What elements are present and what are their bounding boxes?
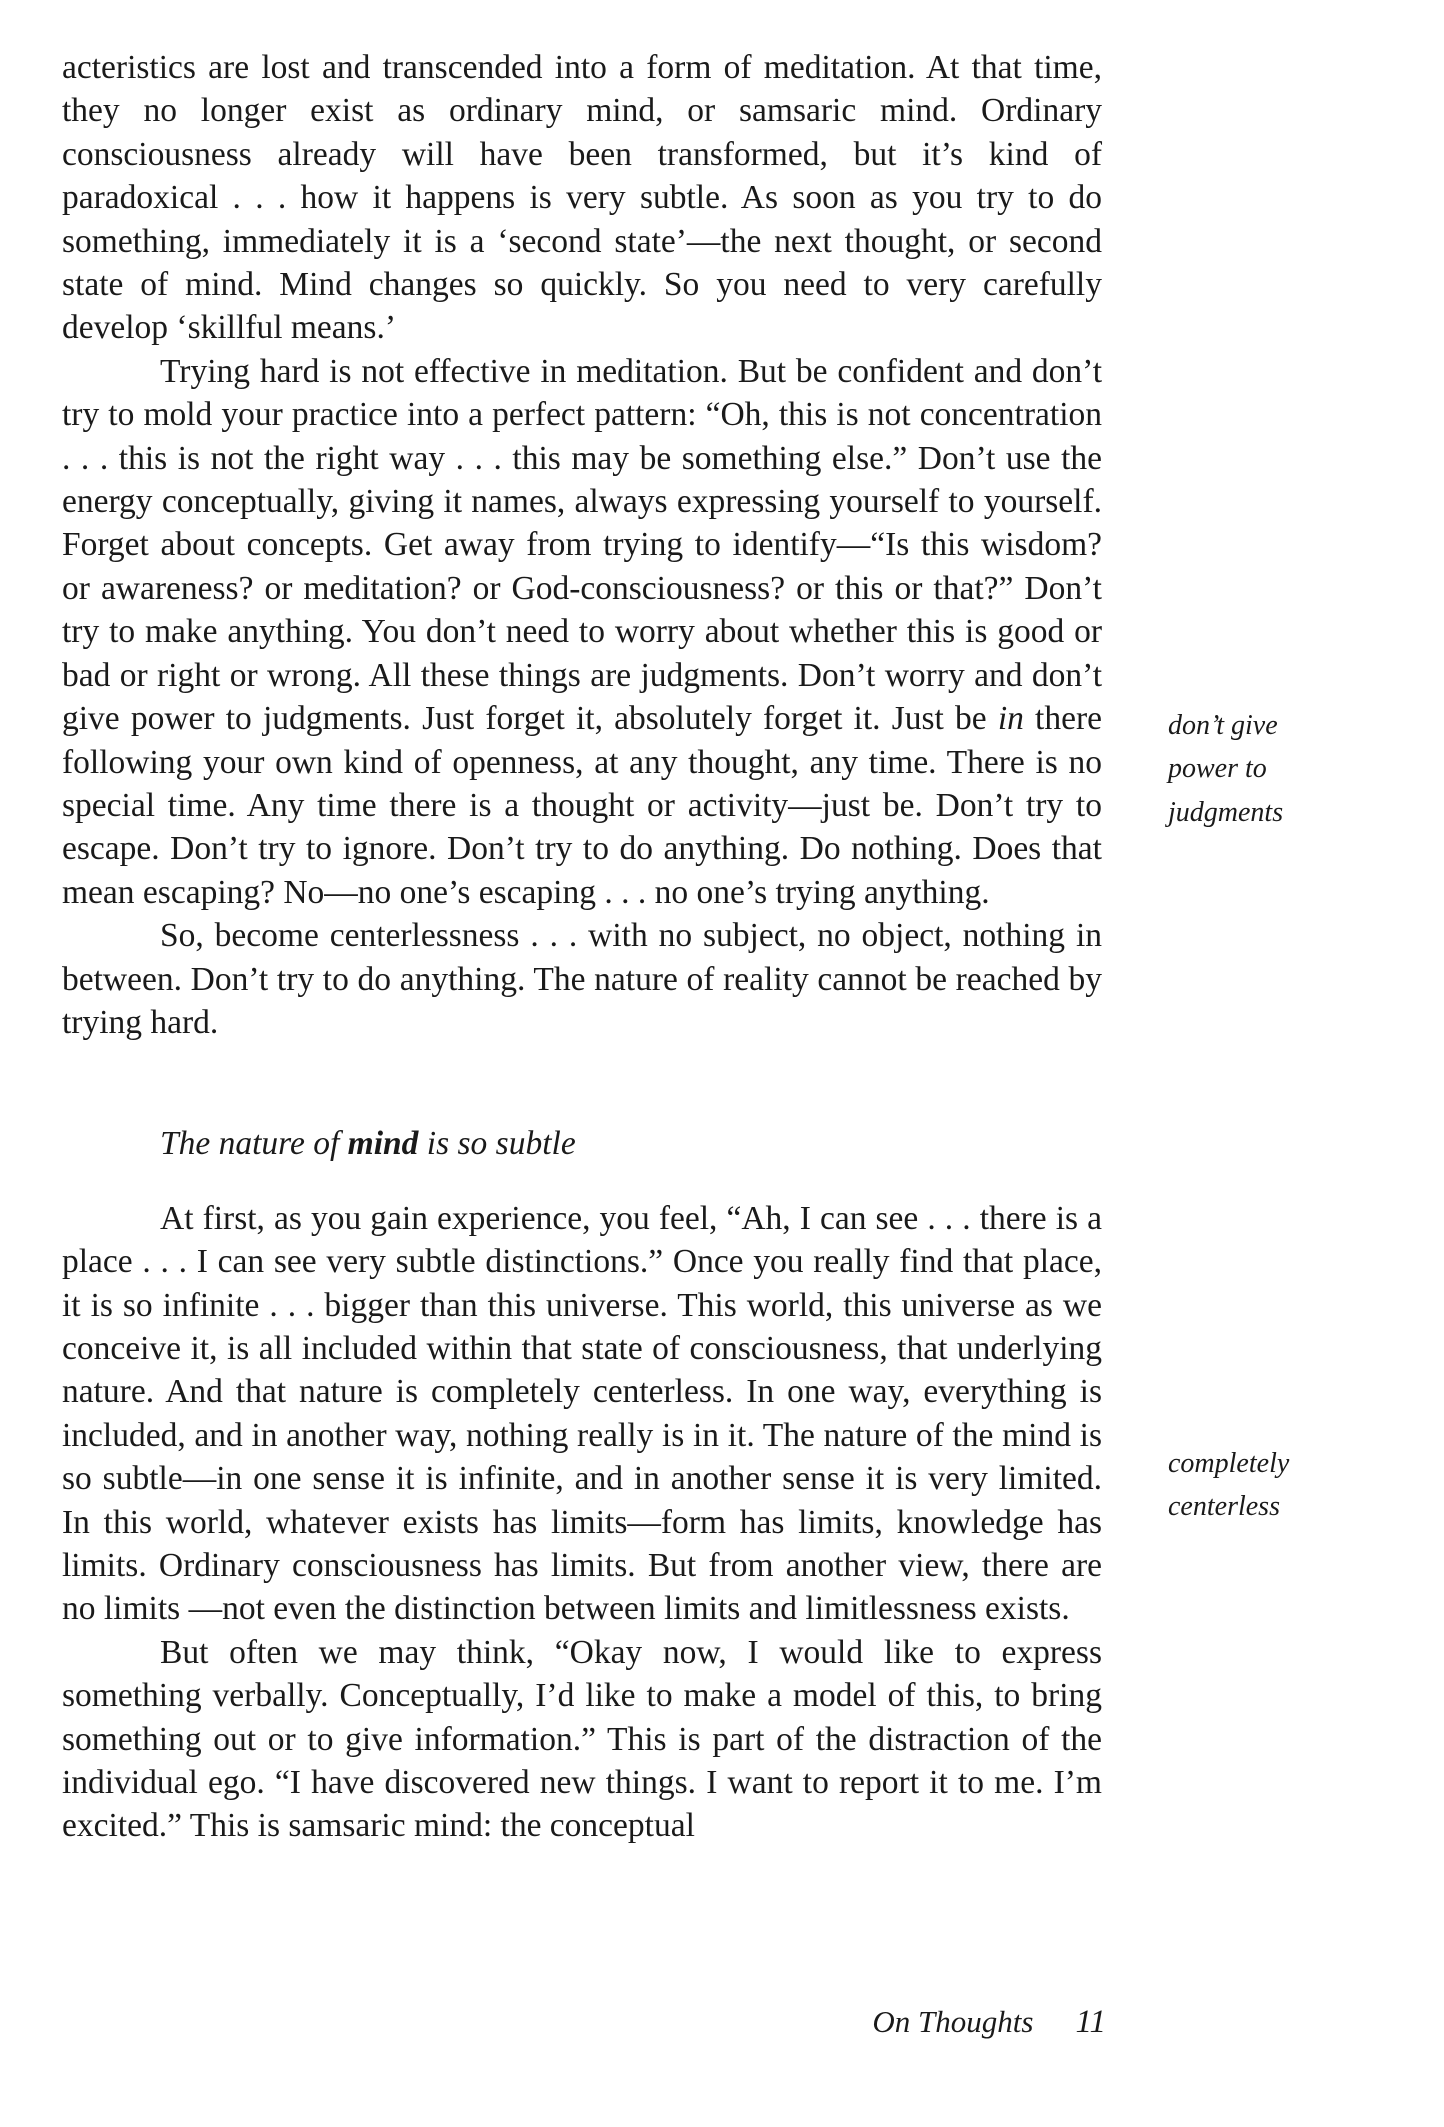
margin-note-2-line-2: centerless (1168, 1491, 1280, 1523)
paragraph-4: At first, as you gain experience, you feel, “Ah, I can see . . . there is a place . . . I can see very subtle distinctions.” Once you really find that place, it is so infinite . . . bigger than this universe. This world, this universe as we conceive it, is all included within that state of consciousness, that underlying nature. And that nature is completely centerless. In one way, everything is included, and in another way, nothing really is in it. The nature of the mind is so subtle—in one sense it is infinite, and in another sense it is very limited. In this world, whatever exists has limits—form has limits, knowledge has limits. Ordinary consciousness has limits. But from another view, there are no limits —not even the distinction between limits and limitlessness exists. (62, 1199, 1102, 1628)
page-number: 11 (1075, 2004, 1106, 2040)
margin-note-1-line-1: don’t give (1168, 710, 1278, 741)
running-title: On Thoughts (872, 2004, 1034, 2039)
margin-note-2-line-1: completely (1168, 1448, 1290, 1479)
main-text-column (62, 46, 1102, 1848)
paragraph-1: acteristics are lost and transcended into a form of meditation. At that time, they no longer exist as ordinary mind, or samsaric mind. Ordinary consciousness already will have been transformed, but it’s kind of paradoxical . . . how it happens is very subtle. As soon as you try to do something, immediately it is a ‘second state’—the next thought, or second state of mind. Mind changes so quickly. So you need to very carefully develop ‘skillful means.’ (62, 49, 1102, 347)
paragraph-3: So, become centerlessness . . . with no subject, no object, nothing in between. Don’t try to do anything. The nature of reality cannot be reached by trying hard. (62, 917, 1102, 1041)
section-heading (160, 1122, 1102, 1165)
section-heading-part-2: mind (347, 1125, 419, 1163)
paragraph-2-part-a: Trying hard is not effective in meditation. But be confident and don’t try to mold your practice into a perfect pattern: “Oh, this is not concentration . . . this is not the right way . . . this may be something else.” Don’t use the energy conceptually, giving it names, always expressing yourself to yourself. Forget about concepts. Get away from trying to identify—“Is this wisdom? or awareness? or meditation? or God-consciousness? or this or that?” Don’t try to make anything. You don’t need to worry about whether this is good or bad or right or wrong. All these things are judgments. Don’t worry and don’t give power to judgments. Just forget it, absolutely forget it. Just be (62, 352, 1102, 738)
paragraph-2 (62, 350, 1102, 914)
page-footer (846, 2002, 1106, 2042)
paragraph-2-emphasis: in (997, 700, 1024, 738)
margin-note-1-line-3: judgments (1168, 796, 1284, 828)
section-heading-part-1: The nature of (160, 1125, 348, 1163)
paragraph-5: But often we may think, “Okay now, I would like to express something verbally. Conceptually, I’d like to make a model of this, to bring something out or to give information.” This is part of the distraction of the individual ego. “I have discovered new things. I want to report it to me. I’m excited.” This is samsaric mind: the conceptual (62, 1633, 1102, 1845)
section-heading-part-3: is so subtle (418, 1125, 576, 1163)
margin-note-judgments (1168, 704, 1283, 834)
paragraph-2-part-b: there following your own kind of openness, at any thought, any time. There is no special time. Any time there is a thought or activity—just be. Don’t try to escape. Don’t try to ignore. Don’t try to do anything. Do nothing. Does that mean escaping? No—no one’s escaping . . . no one’s trying anything. (62, 700, 1102, 911)
margin-note-centerless (1168, 1442, 1289, 1529)
margin-note-1-line-2: power to (1168, 753, 1267, 785)
